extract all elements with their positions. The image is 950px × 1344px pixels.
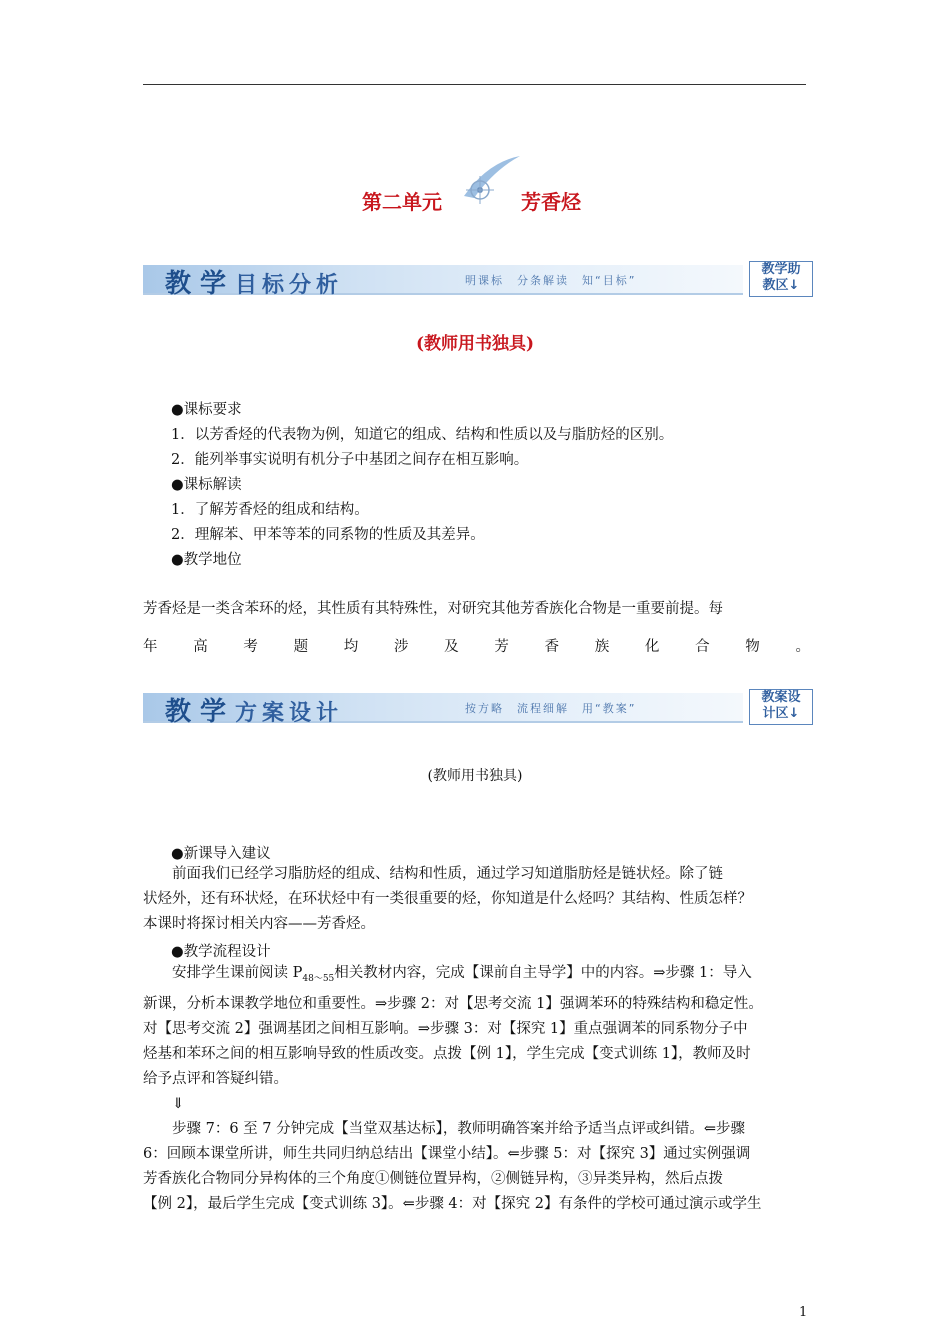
intro-paragraph: 前面我们已经学习脂肪烃的组成、结构和性质，通过学习知道脂肪烃是链状烃。除了链 状烃外，还有环状烃，在环状烃中有一类很重要的烃，你知道是什么烃吗？其结构、性质怎样？ 本课时将探讨相关内容——芳香烃。 [143,866,752,932]
banner-title: 教学方案设计 [165,697,344,727]
flow-paragraph: 安排学生课前阅读 $P_{48\sim 55}$相关教材内容，完成【课前自主导学】中的内容。⇒步骤 1：导入 新课，分析本课教学地位和重要性。⇒步骤 2：对【思考交流 1】强调苯环的特殊结构和稳定性。 对【思考交流 2】强调基团之间相互影响。⇒步骤 3：对【探究 1】重点强调苯的同系物分子中 烃基和苯环之间的相互影响导致的性质改变。点拨【例 1】，学生完成【变式训练 1】，教师及时 给予点评和答疑纠错。 ⇓ 步骤 7：6 至 7 分钟完成【当堂双基达标】，教师明确答案并给予适当点评或纠错。⇐步骤 6：回顾本课堂所讲，师生共同归纳总结出【课堂小结】。⇐步骤 5：对【探究 3】通过实例强调 芳香族化合物同分异构体的三个角度①侧链位置异构，②侧链异构，③异类异构，然后点拨 【例 2】，最后学生完成【变式训练 3】。⇐步骤 4：对【探究 2】有条件的学校可通过演示或学生 [143,961,810,1217]
banner-box: 教学助 教区↓ [749,261,813,297]
heading-status: ●教学地位 [171,552,242,568]
banner-box: 教案设 计区↓ [749,689,813,725]
heading-curriculum: ●课标要求 [171,402,242,418]
teacher-note-plain: (教师用书独具) [427,768,523,784]
page-number: 1 [799,1305,808,1320]
down-arrow-icon: ⇓ [172,1095,185,1112]
header-rule [143,84,806,85]
status-paragraph-spread: 年 高 考 题 均 涉 及 芳 香 族 化 合 物 。 [143,639,810,655]
unit-label: 第二单元 [362,190,442,214]
topic-title: 芳香烃 [521,190,581,214]
section-banner-plan [143,689,813,725]
crosshair-swoosh-icon [458,152,522,208]
heading-interpretation: ●课标解读 [171,477,242,493]
list-item: 1．了解芳香烃的组成和结构。 [171,502,369,518]
heading-flow: ●教学流程设计 [171,944,271,960]
list-item: 2．理解苯、甲苯等苯的同系物的性质及其差异。 [171,527,485,543]
teacher-note-red: (教师用书独具) [415,334,535,354]
status-paragraph: 芳香烃是一类含苯环的烃，其性质有其特殊性，对研究其他芳香族化合物是一重要前提。每 [143,601,723,617]
heading-intro: ●新课导入建议 [171,846,271,862]
banner-title: 教学目标分析 [165,269,344,299]
banner-subtitle: 明课标 分条解读 知“目标” [465,274,637,287]
section-banner-goals [143,261,813,297]
banner-subtitle: 按方略 流程细解 用“教案” [465,702,637,715]
list-item: 2．能列举事实说明有机分子中基团之间存在相互影响。 [171,452,529,468]
list-item: 1．以芳香烃的代表物为例，知道它的组成、结构和性质以及与脂肪烃的区别。 [171,427,674,443]
